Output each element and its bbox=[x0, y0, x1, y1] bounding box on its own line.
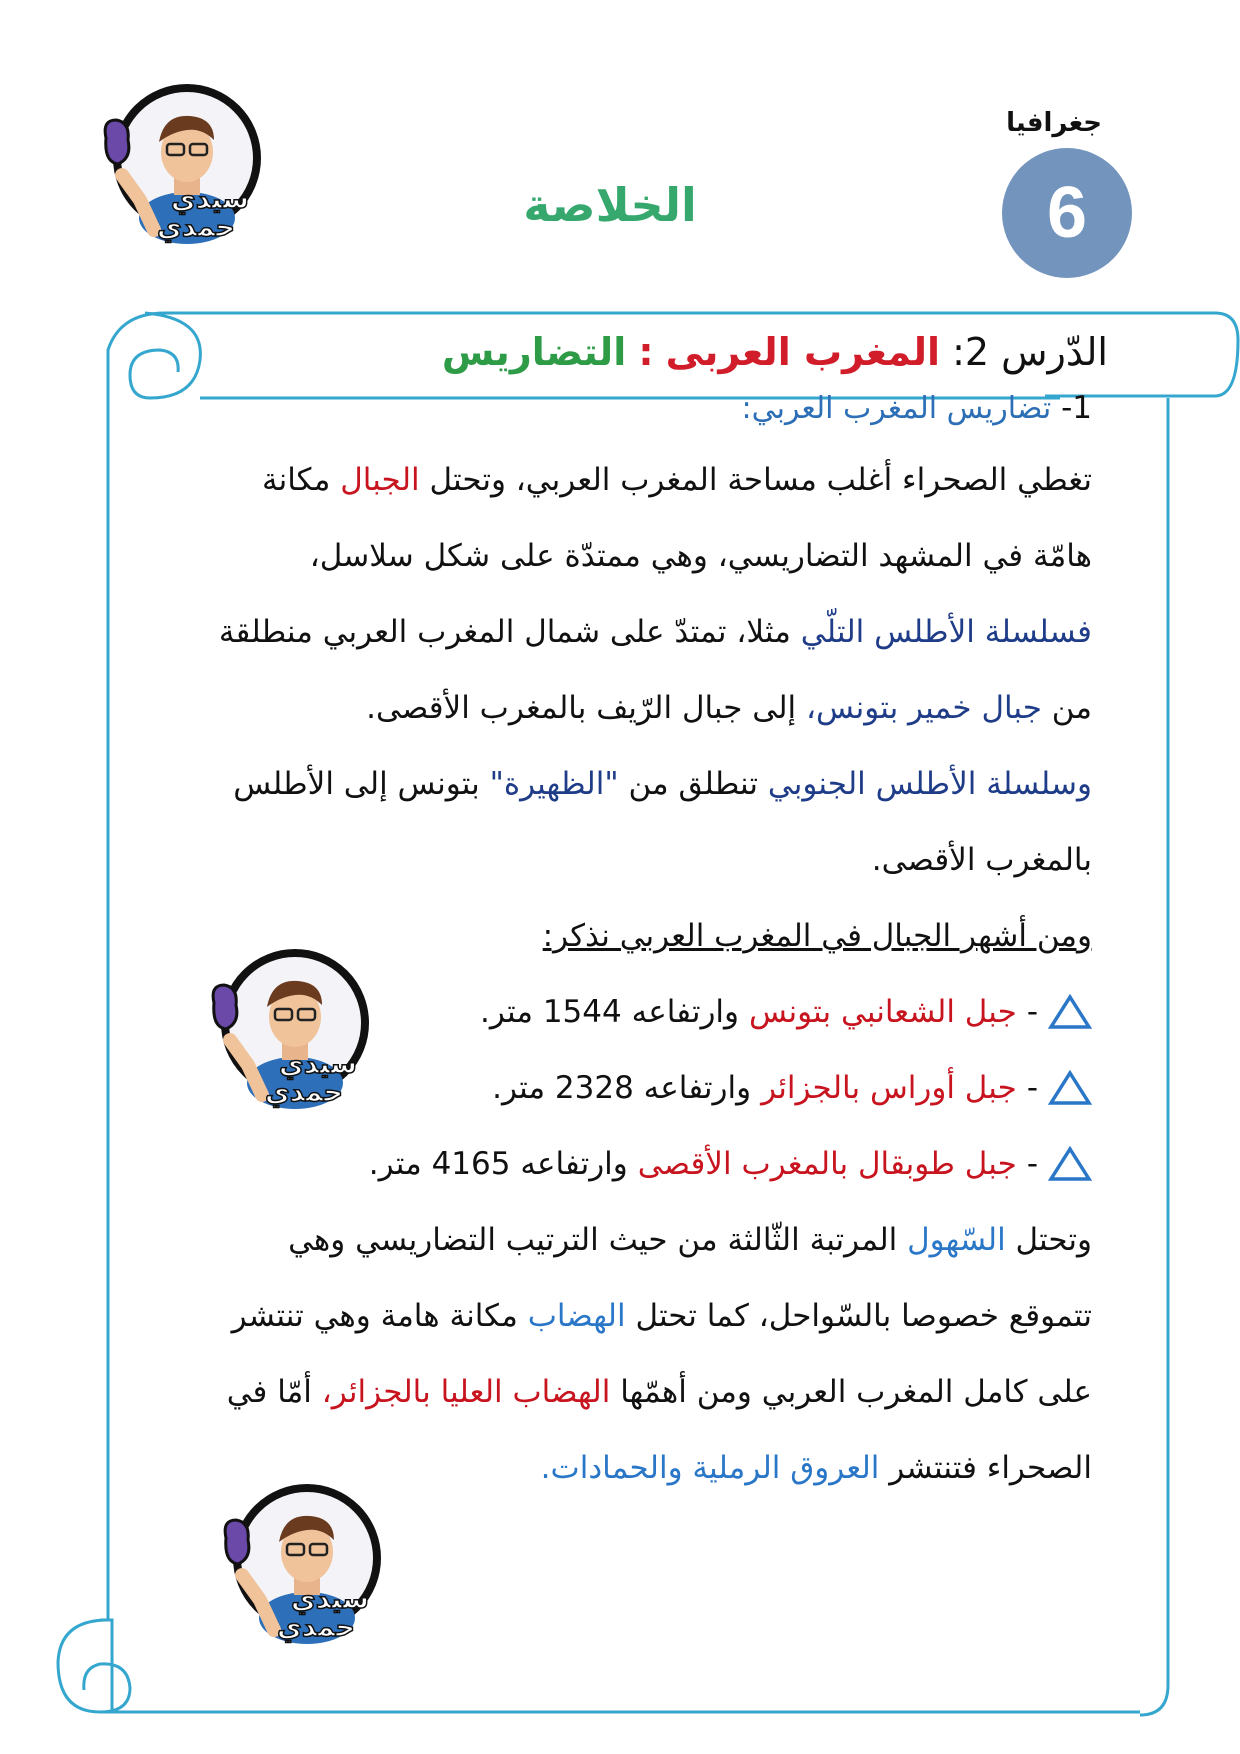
paragraph-line bbox=[192, 442, 1092, 518]
highlight-dhahira: "الظهيرة" bbox=[489, 766, 619, 802]
list-item bbox=[192, 1050, 1092, 1126]
section-heading bbox=[192, 386, 1092, 442]
paragraph-line bbox=[192, 1354, 1092, 1430]
paragraph-line bbox=[192, 670, 1092, 746]
mountain-name: جبل أوراس بالجزائر bbox=[761, 1070, 1017, 1106]
text-span: تتموقع خصوصا بالسّواحل، كما تحتل bbox=[635, 1298, 1092, 1334]
text-span: الصحراء فتنتشر bbox=[889, 1450, 1092, 1486]
highlight-plateaus: الهضاب bbox=[527, 1298, 626, 1334]
mountain-name: جبل الشعانبي بتونس bbox=[749, 994, 1017, 1030]
logo-text-1: سيدي bbox=[171, 184, 249, 215]
logo-text-2: حمدي bbox=[157, 212, 235, 243]
highlight-dunes: العروق الرملية والحمادات. bbox=[540, 1450, 880, 1486]
mountain-name: جبل طوبقال بالمغرب الأقصى bbox=[637, 1146, 1017, 1182]
mountain-height: وارتفاعه 4165 متر. bbox=[368, 1146, 628, 1182]
logo-text-2: حمدي bbox=[277, 1612, 355, 1643]
text-span: تغطي الصحراء أغلب مساحة المغرب العربي، وتحتل bbox=[429, 462, 1092, 498]
teacher-avatar-icon bbox=[92, 80, 262, 250]
subject-label: جغرافيا bbox=[1006, 108, 1102, 138]
highlight-plains: السّهول bbox=[907, 1222, 1006, 1258]
highlight-mountains: الجبال bbox=[340, 462, 420, 498]
highlight-high-plateaus: الهضاب العليا بالجزائر، bbox=[321, 1374, 611, 1410]
section-heading-text: تضاريس المغرب العربي: bbox=[741, 391, 1052, 426]
paragraph-line bbox=[192, 746, 1092, 822]
text-span: مكانة هامة وهي تنتشر bbox=[231, 1298, 518, 1334]
mountains-intro: ومن أشهر الجبال في المغرب العربي نذكر: bbox=[542, 918, 1092, 954]
list-dash: - bbox=[1026, 1070, 1038, 1106]
list-dash: - bbox=[1026, 1146, 1038, 1182]
lesson-separator: : bbox=[638, 330, 654, 374]
lesson-prefix: الدّرس 2: bbox=[952, 330, 1108, 374]
paragraph-line bbox=[192, 1202, 1092, 1278]
text-span: بتونس إلى الأطلس bbox=[233, 766, 480, 802]
list-item bbox=[192, 1126, 1092, 1202]
paragraph-line bbox=[192, 1430, 1092, 1506]
mountain-height: وارتفاعه 1544 متر. bbox=[480, 994, 740, 1030]
logo-text-1: سيدي bbox=[291, 1584, 369, 1615]
triangle-bullet-icon bbox=[1048, 1070, 1092, 1106]
highlight-tell-atlas: فسلسلة الأطلس التلّي bbox=[800, 614, 1092, 650]
lesson-content bbox=[192, 386, 1092, 1506]
text-span: بالمغرب الأقصى. bbox=[871, 842, 1092, 878]
highlight-south-atlas: وسلسلة الأطلس الجنوبي bbox=[767, 766, 1092, 802]
grade-badge bbox=[1002, 148, 1132, 278]
paragraph-line bbox=[192, 518, 1092, 594]
text-span: من bbox=[1051, 690, 1092, 726]
text-span: مكانة bbox=[261, 462, 331, 498]
logo-text-1: سيدي bbox=[279, 1049, 357, 1080]
summary-title: الخلاصة bbox=[523, 178, 697, 232]
text-span: مثلا، تمتدّ على شمال المغرب العربي منطلقة bbox=[218, 614, 791, 650]
lesson-title bbox=[442, 330, 1108, 374]
list-item bbox=[192, 974, 1092, 1050]
text-span: أمّا في bbox=[226, 1374, 312, 1410]
lesson-topic: التضاريس bbox=[441, 330, 627, 374]
text-span: وتحتل bbox=[1015, 1222, 1092, 1258]
paragraph-line bbox=[192, 1278, 1092, 1354]
triangle-bullet-icon bbox=[1048, 994, 1092, 1030]
list-dash: - bbox=[1026, 994, 1038, 1030]
lesson-region: المغرب العربى bbox=[665, 330, 940, 374]
section-number: 1- bbox=[1061, 390, 1092, 426]
text-span: على كامل المغرب العربي ومن أهمّها bbox=[620, 1374, 1092, 1410]
grade-number: 6 bbox=[1046, 173, 1088, 253]
text-span: تنطلق من bbox=[628, 766, 759, 802]
text-span: إلى جبال الرّيف بالمغرب الأقصى. bbox=[366, 690, 797, 726]
text-span: هامّة في المشهد التضاريسي، وهي ممتدّة على شكل سلاسل، bbox=[309, 538, 1092, 574]
logo-text-2: حمدي bbox=[265, 1077, 343, 1108]
highlight-khroumir: جبال خمير بتونس، bbox=[806, 690, 1042, 726]
text-span: المرتبة الثّالثة من حيث الترتيب التضاريسي وهي bbox=[288, 1222, 898, 1258]
mountain-height: وارتفاعه 2328 متر. bbox=[492, 1070, 752, 1106]
paragraph-line bbox=[192, 822, 1092, 898]
brand-logo bbox=[92, 80, 262, 250]
triangle-bullet-icon bbox=[1048, 1146, 1092, 1182]
paragraph-line bbox=[192, 594, 1092, 670]
